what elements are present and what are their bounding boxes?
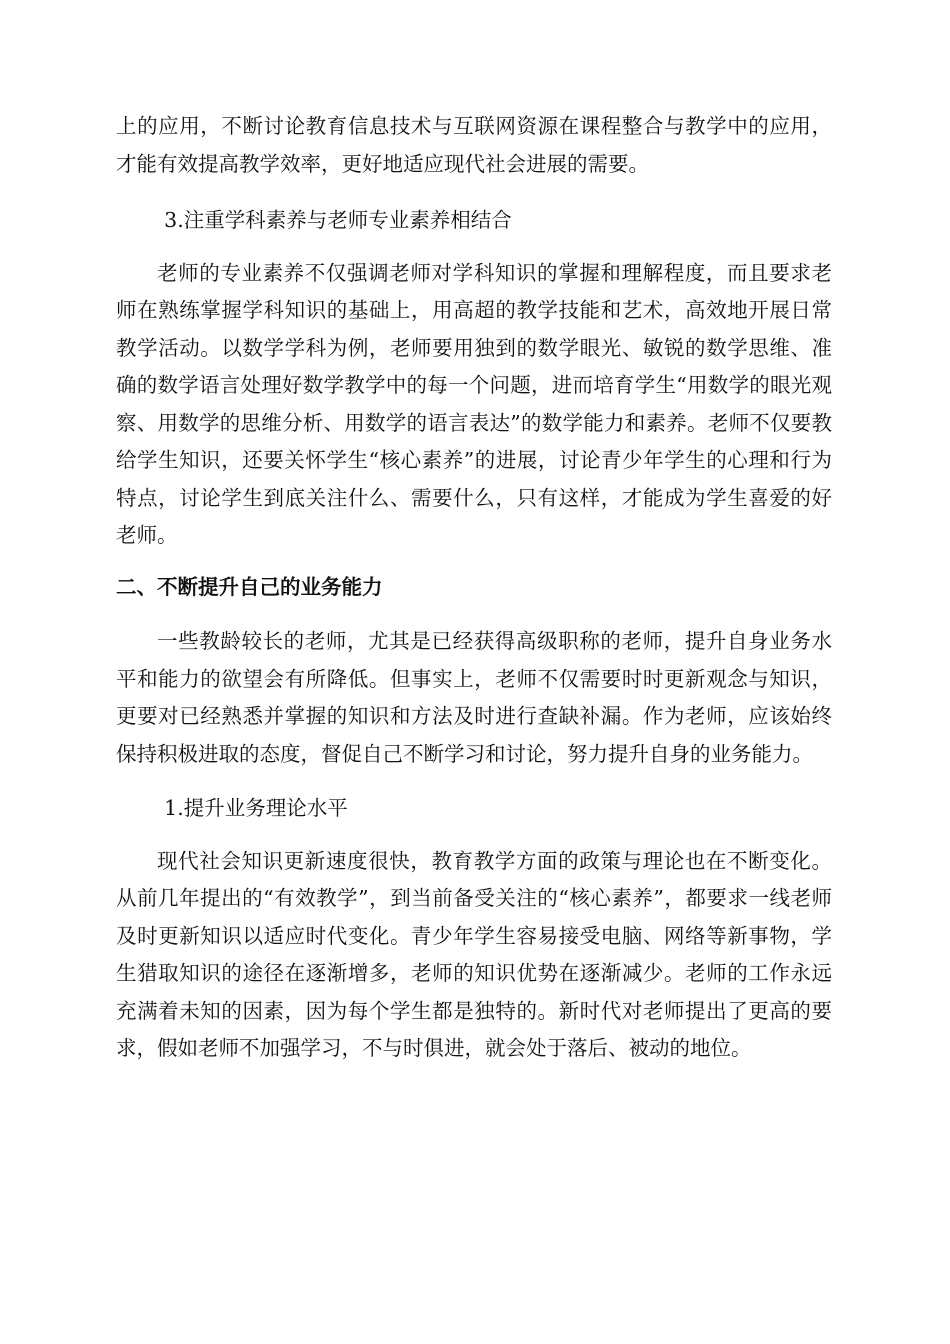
paragraph-continuation: 上的应用，不断讨论教育信息技术与互联网资源在课程整合与教学中的应用，才能有效提高教学效率，更好地适应现代社会进展的需要。 — [116, 114, 832, 176]
subheading-3: 3.注重学科素养与老师专业素养相结合 — [164, 208, 512, 232]
section-heading-2: 二、不断提升自己的业务能力 — [116, 574, 383, 599]
paragraph-3: 老师的专业素养不仅强调老师对学科知识的掌握和理解程度，而且要求老师在熟练掌握学科知识的基础上，用高超的教学技能和艺术，高效地开展日常教学活动。以数学学科为例，老师要用独到的数学眼光、敏锐的数学思维、准确的数学语言处理好数学教学中的每一个问题，进而培育学生“用数学的眼光观察、用数学的思维分析、用数学的语言表达”的数学能力和素养。老师不仅要教给学生知识，还要关怀学生“核心素养”的进展，讨论青少年学生的心理和行为特点，讨论学生到底关注什么、需要什么，只有这样，才能成为学生喜爱的好老师。 — [116, 260, 832, 547]
paragraph-4: 一些教龄较长的老师，尤其是已经获得高级职称的老师，提升自身业务水平和能力的欲望会有所降低。但事实上，老师不仅需要时时更新观念与知识，更要对已经熟悉并掌握的知识和方法及时进行查缺补漏。作为老师，应该始终保持积极进取的态度，督促自己不断学习和讨论，努力提升自身的业务能力。 — [116, 629, 832, 766]
subheading-1: 1.提升业务理论水平 — [164, 796, 348, 820]
document-page — [116, 108, 832, 1068]
paragraph-5: 现代社会知识更新速度很快，教育教学方面的政策与理论也在不断变化。从前几年提出的“有效教学”，到当前备受关注的“核心素养”，都要求一线老师及时更新知识以适应时代变化。青少年学生容易接受电脑、网络等新事物，学生猎取知识的途径在逐渐增多，老师的知识优势在逐渐减少。老师的工作永远充满着未知的因素，因为每个学生都是独特的。新时代对老师提出了更高的要求，假如老师不加强学习，不与时俱进，就会处于落后、被动的地位。 — [116, 848, 832, 1060]
